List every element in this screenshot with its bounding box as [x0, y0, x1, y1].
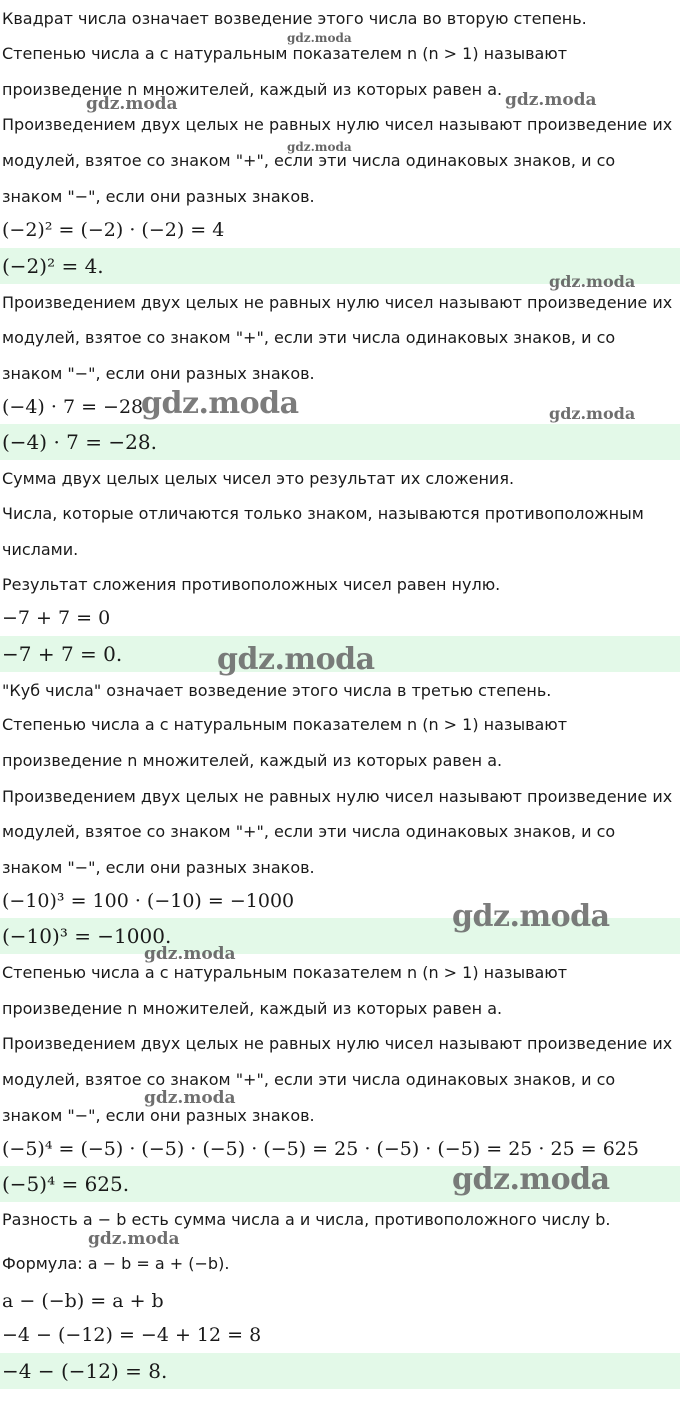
watermark: gdz.moda	[452, 1162, 610, 1197]
text-line: произведение n множителей, каждый из которых равен a.	[2, 999, 503, 1018]
text-line: произведение n множителей, каждый из которых равен a.	[2, 751, 503, 770]
text-line: Формула: a − b = a + (−b).	[2, 1254, 230, 1273]
math-line: a − (−b) = a + b	[2, 1290, 164, 1312]
text-line: модулей, взятое со знаком "+", если эти числа одинаковых знаков, и со	[2, 1070, 616, 1089]
watermark: gdz.moda	[287, 140, 352, 154]
text-line: Степенью числа a с натуральным показателем n (n > 1) называют	[2, 963, 568, 982]
math-line: −4 − (−12) = −4 + 12 = 8	[2, 1324, 262, 1346]
text-line: Числа, которые отличаются только знаком, называются противоположным	[2, 504, 644, 523]
answer-highlight: −7 + 7 = 0.	[0, 636, 680, 672]
text-line: Разность a − b есть сумма числа a и числа, противоположного числу b.	[2, 1210, 611, 1229]
watermark: gdz.moda	[217, 642, 375, 677]
answer-highlight: (−4) · 7 = −28.	[0, 424, 680, 460]
text-line: числами.	[2, 540, 79, 559]
watermark: gdz.moda	[86, 94, 178, 114]
watermark: gdz.moda	[287, 31, 352, 45]
math-line: (−5)⁴ = (−5) · (−5) · (−5) · (−5) = 25 · (−5) · (−5) = 25 · 25 = 625	[2, 1138, 639, 1160]
text-line: Произведением двух целых не равных нулю чисел называют произведение их	[2, 1034, 673, 1053]
text-line: модулей, взятое со знаком "+", если эти числа одинаковых знаков, и со	[2, 151, 616, 170]
answer-highlight: (−10)³ = −1000.	[0, 918, 680, 954]
text-line: модулей, взятое со знаком "+", если эти числа одинаковых знаков, и со	[2, 822, 616, 841]
text-line: "Куб числа" означает возведение этого числа в третью степень.	[2, 681, 552, 700]
text-line: Произведением двух целых не равных нулю чисел называют произведение их	[2, 115, 673, 134]
text-line: модулей, взятое со знаком "+", если эти числа одинаковых знаков, и со	[2, 328, 616, 347]
text-line: Степенью числа a с натуральным показателем n (n > 1) называют	[2, 715, 568, 734]
math-line: (−10)³ = 100 · (−10) = −1000	[2, 890, 295, 912]
watermark: gdz.moda	[549, 404, 636, 423]
watermark: gdz.moda	[88, 1229, 180, 1249]
text-line: Результат сложения противоположных чисел равен нулю.	[2, 575, 501, 594]
math-line: (−2)² = (−2) · (−2) = 4	[2, 219, 225, 241]
text-line: знаком "−", если они разных знаков.	[2, 858, 315, 877]
text-line: знаком "−", если они разных знаков.	[2, 187, 315, 206]
text-line: Произведением двух целых не равных нулю чисел называют произведение их	[2, 787, 673, 806]
watermark: gdz.moda	[505, 90, 597, 110]
watermark: gdz.moda	[144, 944, 236, 964]
watermark: gdz.moda	[141, 386, 299, 421]
watermark: gdz.moda	[549, 272, 636, 291]
answer-highlight: −4 − (−12) = 8.	[0, 1353, 680, 1389]
text-line: знаком "−", если они разных знаков.	[2, 1106, 315, 1125]
text-line: Произведением двух целых не равных нулю чисел называют произведение их	[2, 293, 673, 312]
answer-highlight: (−2)² = 4.	[0, 248, 680, 284]
text-line: Квадрат числа означает возведение этого числа во вторую степень.	[2, 9, 587, 28]
answer-highlight: (−5)⁴ = 625.	[0, 1166, 680, 1202]
text-line: Степенью числа a с натуральным показателем n (n > 1) называют	[2, 44, 568, 63]
math-line: −7 + 7 = 0	[2, 607, 111, 629]
math-line: (−4) · 7 = −28	[2, 396, 144, 418]
text-line: Сумма двух целых целых чисел это результат их сложения.	[2, 469, 515, 488]
text-line: знаком "−", если они разных знаков.	[2, 364, 315, 383]
text-line: произведение n множителей, каждый из которых равен a.	[2, 80, 503, 99]
watermark: gdz.moda	[452, 899, 610, 934]
watermark: gdz.moda	[144, 1088, 236, 1108]
